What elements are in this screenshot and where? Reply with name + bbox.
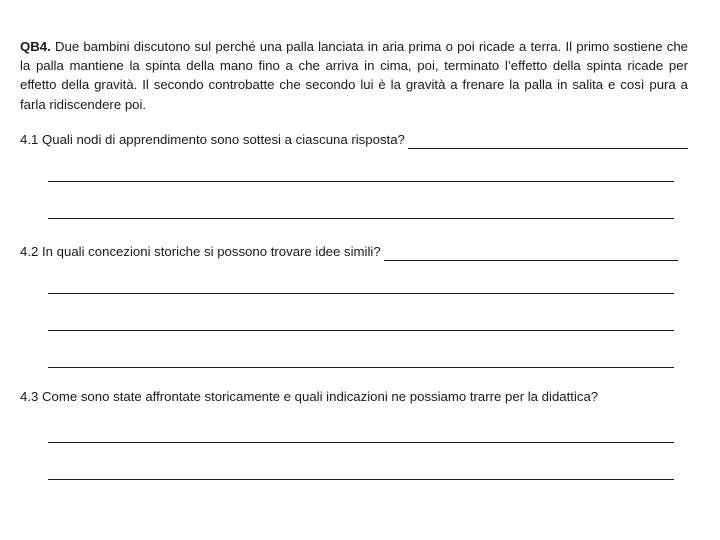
- question-4-3-text: 4.3 Come sono state affrontate storicamente e quali indicazioni ne possiamo trarre per la didattica?: [20, 389, 599, 404]
- question-id: QB4.: [20, 39, 51, 54]
- answer-field-4-2-line-2[interactable]: [48, 330, 674, 331]
- answer-field-4-2-line-3[interactable]: [48, 367, 674, 368]
- question-4-3: [20, 388, 688, 406]
- question-4-1: [20, 131, 688, 149]
- answer-field-4-1-line-2[interactable]: [48, 218, 674, 219]
- answer-field-4-1-inline[interactable]: [408, 135, 688, 149]
- question-4-2: [20, 243, 688, 261]
- answer-field-4-2-inline[interactable]: [384, 247, 678, 261]
- answer-field-4-1-line-1[interactable]: [48, 181, 674, 182]
- answer-field-4-3-line-2[interactable]: [48, 479, 674, 480]
- answer-field-4-3-line-1[interactable]: [48, 442, 674, 443]
- answer-field-4-2-line-1[interactable]: [48, 293, 674, 294]
- question-4-1-text: 4.1 Quali nodi di apprendimento sono sottesi a ciascuna risposta?: [20, 132, 405, 147]
- question-intro: [20, 37, 688, 114]
- question-intro-text: Due bambini discutono sul perché una palla lanciata in aria prima o poi ricade a terra. Il primo sostiene che la palla mantiene la spinta della mano fino a che arriva in cima, poi, terminato l’effetto della spinta ricade per effetto della gravità. Il secondo controbatte che secondo lui è la gravità a frenare la palla in salita e così pura a farla ridiscendere poi.: [20, 39, 688, 112]
- question-4-2-text: 4.2 In quali concezioni storiche si possono trovare idee simili?: [20, 244, 381, 259]
- worksheet-page: [20, 0, 688, 540]
